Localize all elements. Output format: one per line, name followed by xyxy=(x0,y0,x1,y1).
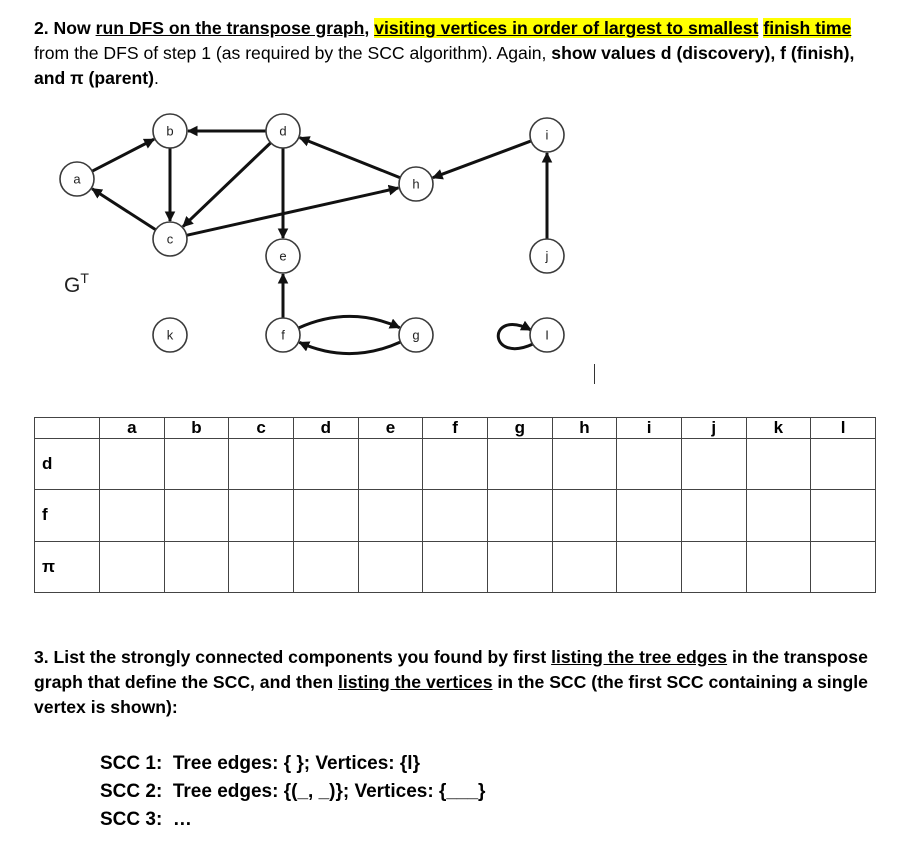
vertex-label: i xyxy=(545,127,549,143)
vertex-c xyxy=(153,222,187,256)
table-cell[interactable] xyxy=(423,439,488,490)
vertex-label: c xyxy=(166,231,174,247)
column-header-j: j xyxy=(681,418,746,439)
table-cell[interactable] xyxy=(358,439,423,490)
vertex-k xyxy=(153,318,187,352)
table-cell[interactable] xyxy=(552,490,617,541)
vertex-label: d xyxy=(279,123,287,139)
q3-tree-edges: listing the tree edges xyxy=(551,647,728,667)
table-cell[interactable] xyxy=(617,439,682,490)
q2-period: . xyxy=(154,68,159,88)
q2-show-values: show values d (discovery), f (finish), and π (parent) xyxy=(34,43,855,88)
table-cell[interactable] xyxy=(811,541,876,592)
table-corner-cell xyxy=(35,418,100,439)
table-cell[interactable] xyxy=(423,490,488,541)
q3-part-3: in the SCC (the first SCC containing a single vertex is shown): xyxy=(34,672,868,717)
column-header-d: d xyxy=(293,418,358,439)
table-cell[interactable] xyxy=(552,439,617,490)
scc-1-line: SCC 1: Tree edges: { }; Vertices: {l} xyxy=(100,753,420,774)
table-cell[interactable] xyxy=(164,541,229,592)
dfs-values-table xyxy=(34,417,876,593)
table-cell[interactable] xyxy=(293,541,358,592)
table-row xyxy=(35,541,876,592)
scc-2-line: SCC 2: Tree edges: {(_, _)}; Vertices: {___} xyxy=(100,781,486,802)
table-cell[interactable] xyxy=(746,541,811,592)
table-cell[interactable] xyxy=(100,490,165,541)
row-header: f xyxy=(35,490,100,541)
vertex-b xyxy=(153,114,187,148)
vertex-f xyxy=(266,318,300,352)
table-header-row xyxy=(35,418,876,439)
table-cell[interactable] xyxy=(811,439,876,490)
table-cell[interactable] xyxy=(164,439,229,490)
vertex-label: e xyxy=(279,248,287,264)
table-cell[interactable] xyxy=(164,490,229,541)
table-cell[interactable] xyxy=(229,541,294,592)
vertex-label: h xyxy=(412,176,420,192)
table-cell[interactable] xyxy=(746,439,811,490)
vertex-label: k xyxy=(166,327,174,343)
table-row xyxy=(35,490,876,541)
table-cell[interactable] xyxy=(681,490,746,541)
q3-part-2: in the transpose graph that define the SCC, and then xyxy=(34,647,868,692)
edge-c-a xyxy=(92,189,156,230)
column-header-h: h xyxy=(552,418,617,439)
table-cell[interactable] xyxy=(681,439,746,490)
vertex-i xyxy=(530,118,564,152)
question-3 xyxy=(34,645,879,720)
edge-c-h xyxy=(187,188,399,235)
table-cell[interactable] xyxy=(100,439,165,490)
table-cell[interactable] xyxy=(617,541,682,592)
edge-h-d xyxy=(300,138,400,178)
edge-a-b xyxy=(92,139,154,171)
edge-g-f xyxy=(299,342,400,354)
vertex-j xyxy=(530,239,564,273)
vertex-g xyxy=(399,318,433,352)
scc-list xyxy=(100,750,485,834)
vertex-e xyxy=(266,239,300,273)
question-2 xyxy=(34,16,879,91)
vertex-label: j xyxy=(545,248,549,264)
edge-i-h xyxy=(433,141,531,178)
vertex-label: I xyxy=(545,327,549,343)
column-header-f: f xyxy=(423,418,488,439)
column-header-k: k xyxy=(746,418,811,439)
row-header: π xyxy=(35,541,100,592)
vertex-d xyxy=(266,114,300,148)
vertex-label: a xyxy=(73,171,81,187)
column-header-c: c xyxy=(229,418,294,439)
column-header-a: a xyxy=(100,418,165,439)
vertex-label: g xyxy=(412,327,420,343)
edge-l-l xyxy=(498,325,533,349)
column-header-l: l xyxy=(811,418,876,439)
table-cell[interactable] xyxy=(487,439,552,490)
table-cell[interactable] xyxy=(487,541,552,592)
column-header-b: b xyxy=(164,418,229,439)
q3-vertices: listing the vertices xyxy=(338,672,493,692)
table-cell[interactable] xyxy=(681,541,746,592)
q2-comma: , xyxy=(364,18,375,38)
q2-visit-order: visiting vertices in order of largest to smallest xyxy=(374,18,759,38)
table-cell[interactable] xyxy=(229,490,294,541)
table-row xyxy=(35,439,876,490)
table-cell[interactable] xyxy=(552,541,617,592)
vertex-a xyxy=(60,162,94,196)
scc-3-line: SCC 3: … xyxy=(100,809,192,830)
table-cell[interactable] xyxy=(811,490,876,541)
graph-label: $G^T$ xyxy=(64,270,89,297)
q2-from-dfs: from the DFS of step 1 (as required by the SCC algorithm). Again, xyxy=(34,43,552,63)
table-cell[interactable] xyxy=(358,541,423,592)
table-cell[interactable] xyxy=(100,541,165,592)
table-body xyxy=(35,439,876,593)
row-header: d xyxy=(35,439,100,490)
q2-number: 2. Now xyxy=(34,18,96,38)
column-header-e: e xyxy=(358,418,423,439)
table-cell[interactable] xyxy=(487,490,552,541)
table-cell[interactable] xyxy=(617,490,682,541)
q2-finish-time: finish time xyxy=(763,18,852,38)
q3-part-1: 3. List the strongly connected components you found by first xyxy=(34,647,552,667)
column-header-i: i xyxy=(617,418,682,439)
edge-f-g xyxy=(298,316,399,328)
edge-d-c xyxy=(183,143,271,227)
text-cursor xyxy=(594,364,595,384)
table-cell[interactable] xyxy=(229,439,294,490)
vertex-h xyxy=(399,167,433,201)
vertex-label: b xyxy=(166,123,174,139)
column-header-g: g xyxy=(487,418,552,439)
q2-run-dfs: run DFS on the transpose graph xyxy=(95,18,365,38)
table-cell[interactable] xyxy=(293,490,358,541)
table-cell[interactable] xyxy=(293,439,358,490)
vertex-l xyxy=(530,318,564,352)
vertex-label: f xyxy=(281,327,285,343)
transpose-graph xyxy=(0,100,620,400)
table-cell[interactable] xyxy=(358,490,423,541)
table-cell[interactable] xyxy=(746,490,811,541)
table-cell[interactable] xyxy=(423,541,488,592)
